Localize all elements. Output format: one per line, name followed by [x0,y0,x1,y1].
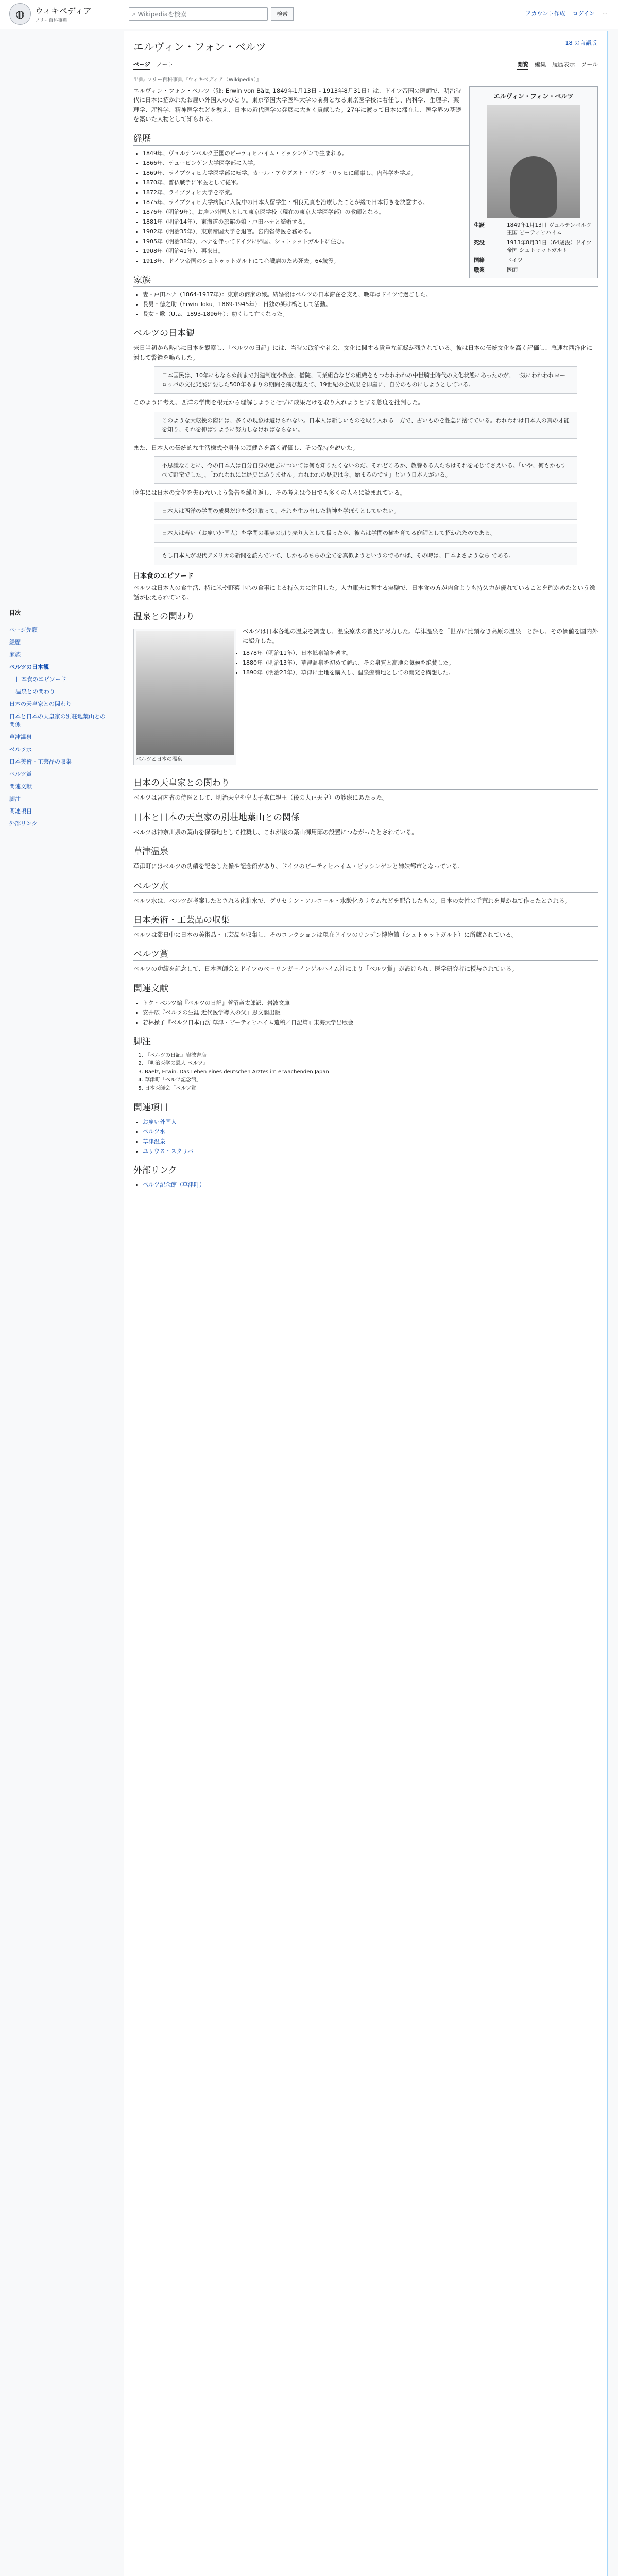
search-placeholder: Wikipediaを検索 [138,10,187,18]
tab-edit[interactable]: 編集 [535,61,546,68]
section-imperial: 日本の天皇家との関わり [133,775,598,790]
toc-item[interactable]: 草津温泉 [9,734,32,740]
list-item: • 1866年、テュービンゲン大学医学部に入学。 [143,159,598,167]
quote-box: 日本人は若い（お雇い外国人）を学問の果実の切り売り人として扱ったが、彼らは学問の樹を育てる庭師として招かれたのである。 [154,524,577,543]
logo-name: ウィキペディア [35,6,92,16]
section-family: 家族 [133,273,598,287]
quote-box: もし日本人が現代アメリカの新聞を読んでいて、しかもあちらの全てを真似ようというのであれば、その時は、日本よさようなら である。 [154,547,577,565]
paragraph: また、日本人の伝統的な生活様式や身体の頑健さを高く評価し、その保持を説いた。 [133,444,358,451]
login-link[interactable]: ログイン [572,10,595,17]
list-item: • 長女・歌（Uta、1893-1896年）：幼くして亡くなった。 [143,310,598,318]
paragraph: ベルツの功績を記念して、日本医師会とドイツのベーリンガーインゲルハイム社により「ベルツ賞」が設けられ、医学研究者に授与されている。 [133,965,518,973]
related-link[interactable]: • お雇い外国人 [143,1117,598,1126]
onsen-thumbnail[interactable] [133,629,236,765]
section-career: 経歴 [133,131,598,146]
wikipedia-globe-icon: ◍ [9,3,31,25]
toc-item[interactable]: 関連文献 [9,783,32,790]
paragraph: このように考え、西洋の学問を根元から理解しようとせずに成果だけを取り入れようとする態度を批判した。 [133,399,424,406]
portrait-image [136,631,234,755]
family-list [133,290,598,318]
infobox [469,86,598,278]
toc-item[interactable]: 関連項目 [9,808,32,815]
paragraph: 来日当初から熱心に日本を観察し、「ベルツの日記」には、当時の政治や社会、文化に関する貴重な記録が残されている。彼は日本の伝統文化を高く評価し、急速な西洋化に対して警鐘を鳴らした。 [133,344,593,361]
list-item: • 1849年、ヴュルテンベルク王国のビーティヒハイム・ビッシンゲンで生まれる。 [143,149,598,158]
infobox-value: ドイツ [507,257,523,263]
external-link[interactable]: • ベルツ記念館（草津町） [143,1180,598,1189]
references-list [133,1052,598,1093]
tab-page[interactable]: ページ [133,60,150,70]
quote-box: 不思議なことに、今の日本人は自分自身の過去については何も知りたくないのだ。それどころか、教養ある人たちはそれを恥じてさえいる。「いや、何もかもすべて野蛮でした」、「われわれには歴史はありません。われわれの歴史は今、始まるのです」という日本人がいる。 [154,456,577,484]
quote-box: このような大転換の際には、多くの現象は避けられない。日本人は新しいものを取り入れる一方で、古いものを性急に捨てている。われわれは日本人の真の才能を知り、それを伸ばすように努力しなければならない。 [154,412,577,439]
table-of-contents [0,605,118,829]
paragraph: ベルツ水は、ベルツが考案したとされる化粧水で、グリセリン・アルコール・水酸化カリウムなどを配合したもの。日本の女性の手荒れを見かねて作ったとされる。 [133,896,571,904]
thumb-caption: ベルツと日本の温泉 [136,757,182,763]
infobox-value: 1849年1月13日 ヴュルテンベルク王国 ビーティヒハイム [507,222,592,236]
search-button[interactable]: 検索 [271,7,294,21]
infobox-key: 生誕 [474,222,485,228]
list-item: • 長男・徳之助（Erwin Toku、1889-1945年）：日独の架け橋として活動。 [143,300,598,309]
section-water: ベルツ水 [133,878,598,893]
search-input[interactable] [129,7,268,21]
toc-item[interactable]: 日本美術・工芸品の収集 [9,758,72,765]
reference-item: 5. 日本医師会「ベルツ賞」 [145,1084,598,1093]
list-item: • 1890年（明治23年）、草津に土地を購入し、温泉療養地としての開発を構想した。 [143,668,598,677]
list-item: • 妻・戸田ハナ（1864-1937年）：東京の商家の娘。結婚後はベルツの日本滞在を支え、晩年はドイツで過ごした。 [143,290,598,299]
infobox-key: 死没 [474,240,485,246]
list-item: • 1905年（明治38年）、ハナを伴ってドイツに帰国。シュトゥットガルトに住む。 [143,237,598,246]
related-link[interactable]: • 草津温泉 [143,1137,598,1146]
toc-item[interactable]: ベルツ賞 [9,771,32,777]
language-button[interactable]: 18 の言語版 [565,40,597,46]
section-japan-view: ベルツの日本観 [133,326,598,340]
list-item: • トク・ベルツ編『ベルツの日記』菅沼竜太郎訳、岩波文庫 [143,998,598,1007]
list-item: • 1875年、ライプツィヒ大学病院に入院中の日本人留学生・相良元貞を治療したことが縁で日本行きを決意する。 [143,198,598,207]
reference-item: 3. Baelz, Erwin. Das Leben eines deutschen Arztes im erwachenden Japan. [145,1068,598,1076]
reference-item: 1. 『ベルツの日記』岩波書店 [145,1052,598,1060]
section-literature: 関連文献 [133,981,598,995]
list-item: • 1870年、普仏戦争に軍医として従軍。 [143,178,598,187]
toc-item[interactable]: 外部リンク [9,820,38,827]
tab-tools[interactable]: ツール [581,61,598,68]
article-content [124,31,608,2576]
infobox-key: 国籍 [474,257,485,263]
quote-box: 日本人は西洋の学問の成果だけを受け取って、それを生み出した精神を学ぼうとしていない。 [154,502,577,520]
search-icon: ⌕ [132,10,138,18]
reference-item: 2. 『明治医学の恩人 ベルツ』 [145,1060,598,1068]
page-tabs [133,58,598,72]
paragraph: 草津町にはベルツの功績を記念した像や記念館があり、ドイツのビーティヒハイム・ビッシンゲンと姉妹都市となっている。 [133,862,464,870]
list-item: • 1878年（明治11年）、日本鉱泉論を著す。 [143,649,598,657]
toc-item[interactable]: 脚注 [9,795,21,802]
infobox-value: 1913年8月31日（64歳没）ドイツ帝国 シュトゥットガルト [507,240,592,253]
tab-history[interactable]: 履歴表示 [552,61,575,68]
site-logo[interactable] [9,3,92,25]
infobox-title: エルヴィン・フォン・ベルツ [493,93,574,100]
section-related: 関連項目 [133,1100,598,1114]
list-item: • 1902年（明治35年）、東京帝国大学を退官。宮内省侍医を務める。 [143,227,598,236]
toc-subitem[interactable]: 日本食のエピソード [15,676,66,683]
logo-subtitle: フリー百科事典 [35,18,67,23]
list-item: • 安井広『ベルツの生涯 近代医学導入の父』思文閣出版 [143,1008,598,1017]
page-title: エルヴィン・フォン・ベルツ [133,39,598,56]
paragraph: ベルツは日本各地の温泉を調査し、温泉療法の普及に尽力した。草津温泉を「世界に比類なき高原の温泉」と評し、その価値を国内外に紹介した。 [243,628,598,645]
toc-item[interactable]: 日本の天皇家との関わり [9,701,72,707]
section-notes: 脚注 [133,1034,598,1048]
tab-talk[interactable]: ノート [156,61,174,68]
toc-item[interactable]: 日本と日本の天皇家の別荘地葉山との関係 [9,713,106,728]
create-account-link[interactable]: アカウント作成 [525,10,565,17]
literature-list [133,998,598,1027]
toc-item[interactable]: ページ先頭 [9,626,38,633]
more-menu-icon[interactable]: … [602,9,608,16]
external-links-list [133,1180,598,1189]
paragraph: ベルツは神奈川県の葉山を保養地として推奨し、これが後の葉山御用邸の設置につながったとされている。 [133,828,418,836]
section-kusatsu: 草津温泉 [133,844,598,858]
list-item: • 1881年（明治14年）、東海道の旅館の娘・戸田ハナと結婚する。 [143,217,598,226]
related-link[interactable]: • ベルツ水 [143,1127,598,1136]
infobox-key: 職業 [474,267,485,273]
section-art: 日本美術・工芸品の収集 [133,912,598,927]
section-onsen: 温泉との関わり [133,609,598,623]
source-note: 出典: フリー百科事典『ウィキペディア（Wikipedia）』 [133,77,262,83]
toc-title: 目次 [0,605,118,620]
list-item: • 若林操子『ベルツ日本再訪 草津・ビーティヒハイム遺稿／日記篇』東海大学出版会 [143,1018,598,1027]
paragraph: 晩年には日本の文化を失わないよう警告を繰り返し、その考えは今日でも多くの人々に読まれている。 [133,489,406,497]
intro-paragraph: エルヴィン・フォン・ベルツ（独: Erwin von Bälz, 1849年1月13日 - 1913年8月31日）は、ドイツ帝国の医師で、明治時代に日本に招かれたお雇い外国人のひとり。東京帝国大学医科大学の前身となる東京医学校に着任し、内科学、生理学、薬理学、産科学、精神医学などを教え、日本の近代医学の発展に大きく貢献した。27年に渡って日本に滞在し、医学界の基礎を築いた人物として知られる。 [133,87,461,123]
reference-item: 4. 草津町「ベルツ記念館」 [145,1076,598,1084]
tab-read[interactable]: 閲覧 [517,60,528,70]
paragraph: ベルツは日本人の食生活、特に米や野菜中心の食事による持久力に注目した。人力車夫に関する実験で、日本食の方が肉食よりも持久力が優れていることを確かめたという逸話が伝えられている。 [133,584,595,601]
toc-item[interactable]: 家族 [9,651,21,658]
site-header [0,0,618,29]
list-item: • 1880年（明治13年）、草津温泉を初めて訪れ、その泉質と高地の気候を絶賛した。 [143,658,598,667]
section-prize: ベルツ賞 [133,946,598,961]
related-list [133,1117,598,1156]
related-link[interactable]: • ユリウス・スクリバ [143,1147,598,1156]
list-item: • 1872年、ライプツィヒ大学を卒業。 [143,188,598,197]
infobox-value: 医師 [507,267,518,273]
user-links [526,9,608,18]
portrait-image[interactable] [487,105,580,218]
list-item: • 1908年（明治41年）、再来日。 [143,247,598,256]
toc-subitem[interactable]: 温泉との関わり [15,688,55,695]
paragraph: ベルツは宮内省の侍医として、明治天皇や皇太子嘉仁親王（後の大正天皇）の診療にあたった。 [133,794,388,802]
toc-item-active[interactable]: ベルツの日本観 [9,664,49,670]
toc-item[interactable]: ベルツ水 [9,746,32,753]
list-item: • 1876年（明治9年）、お雇い外国人として東京医学校（現在の東京大学医学部）の教師となる。 [143,208,598,216]
section-hayama: 日本と日本の天皇家の別荘地葉山との関係 [133,810,598,824]
list-item: • 1869年、ライプツィヒ大学医学部に転学。カール・アウグスト・ヴンダーリッヒに師事し、内科学を学ぶ。 [143,168,598,177]
subsection-food: 日本食のエピソード [133,572,194,580]
toc-item[interactable]: 経歴 [9,639,21,646]
paragraph: ベルツは滞日中に日本の美術品・工芸品を収集し、そのコレクションは現在ドイツのリンデン博物館（シュトゥットガルト）に所蔵されている。 [133,930,518,938]
quote-box: 日本国民は、10年にもならぬ前まで封建制度や教会、僧院、同業組合などの組織をもつわれわれの中世騎士時代の文化状態にあったのが、一気にわれわれヨーロッパの文化発展に要した500年あまりの期間を飛び越えて、19世紀の全成果を即座に、自分のものにしようとしている。 [154,366,577,394]
section-external-links: 外部リンク [133,1163,598,1177]
list-item: • 1913年、ドイツ帝国のシュトゥットガルトにて心臓病のため死去。64歳没。 [143,257,598,265]
